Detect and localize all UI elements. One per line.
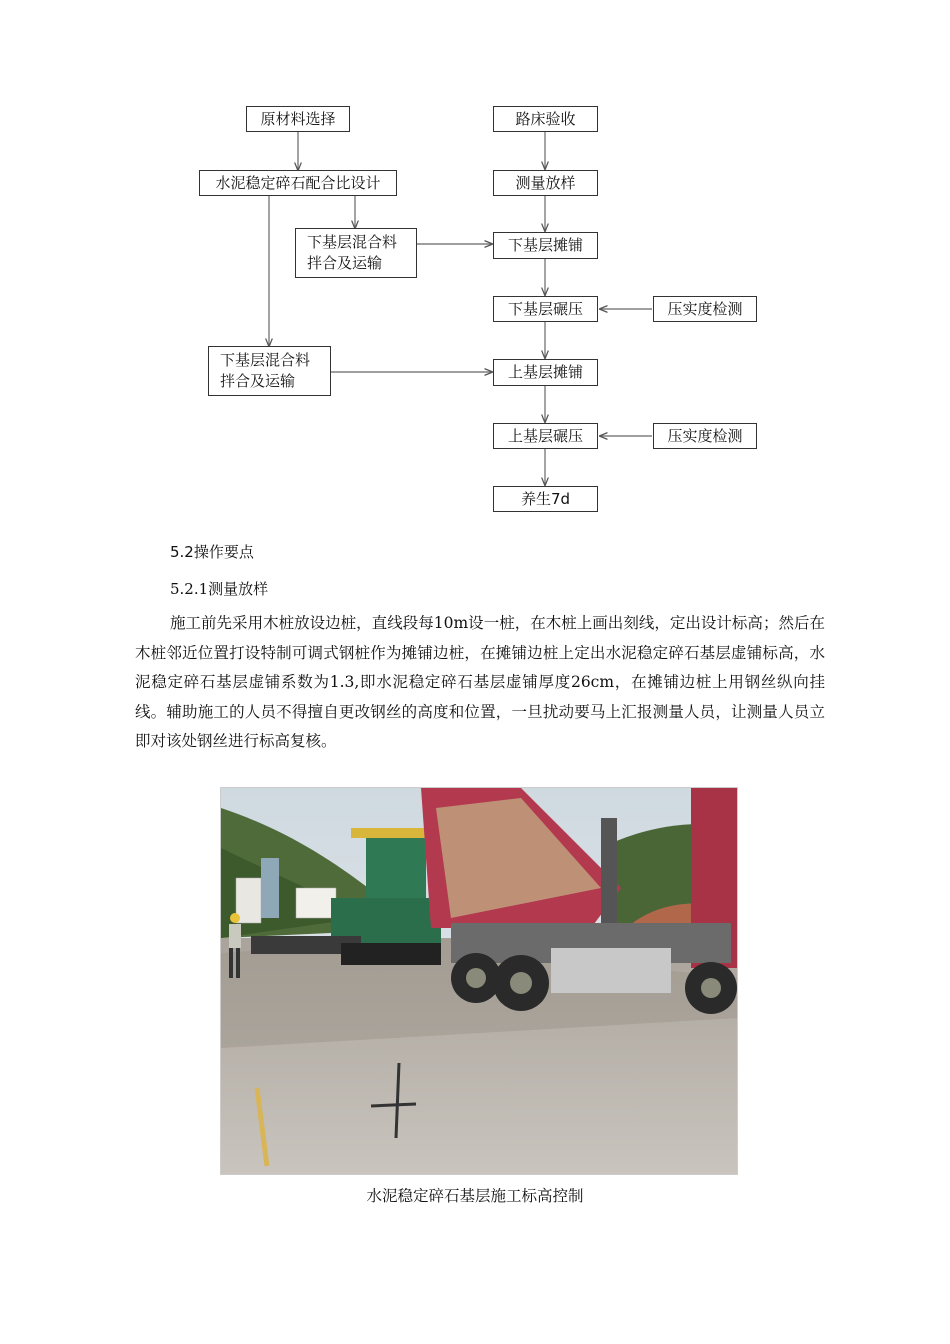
box-lower-mix-transport-b: 下基层混合料 拌合及运输	[208, 346, 331, 396]
paving-scene-illustration	[221, 788, 737, 1174]
figure-caption: 水泥稳定碎石基层施工标高控制	[366, 1187, 584, 1205]
box-curing: 养生7d	[493, 486, 598, 512]
box-compaction-test-1: 压实度检测	[653, 296, 757, 322]
box-lower-paving: 下基层摊铺	[493, 232, 598, 259]
construction-flowchart	[0, 0, 950, 530]
box-lower-rolling: 下基层碾压	[493, 296, 598, 322]
section-heading: 5.2操作要点	[170, 543, 254, 561]
flowchart-connectors	[0, 0, 950, 530]
box-subgrade-acceptance: 路床验收	[493, 106, 598, 132]
box-upper-paving: 上基层摊铺	[493, 359, 598, 386]
subsection-heading: 5.2.1测量放样	[170, 580, 269, 598]
body-paragraph: 施工前先采用木桩放设边桩，直线段每10m设一桩，在木桩上画出刻线，定出设计标高；然后在木桩邻近位置打设特制可调式钢桩作为摊铺边桩，在摊铺边桩上定出水泥稳定碎石基层虚铺标高，水泥稳定碎石基层虚铺系数为1.3,即水泥稳定碎石基层虚铺厚度26cm，在摊铺边桩上用钢丝纵向挂线。辅助施工的人员不得擅自更改钢丝的高度和位置，一旦扰动要马上汇报测量人员，让测量人员立即对该处钢丝进行标高复核。	[135, 614, 825, 750]
box-mix-design: 水泥稳定碎石配合比设计	[199, 170, 397, 196]
construction-photo	[220, 787, 738, 1175]
box-lower-mix-transport-a: 下基层混合料 拌合及运输	[295, 228, 417, 278]
box-survey-stakeout: 测量放样	[493, 170, 598, 196]
box-raw-material: 原材料选择	[246, 106, 350, 132]
box-upper-rolling: 上基层碾压	[493, 423, 598, 449]
box-compaction-test-2: 压实度检测	[653, 423, 757, 449]
